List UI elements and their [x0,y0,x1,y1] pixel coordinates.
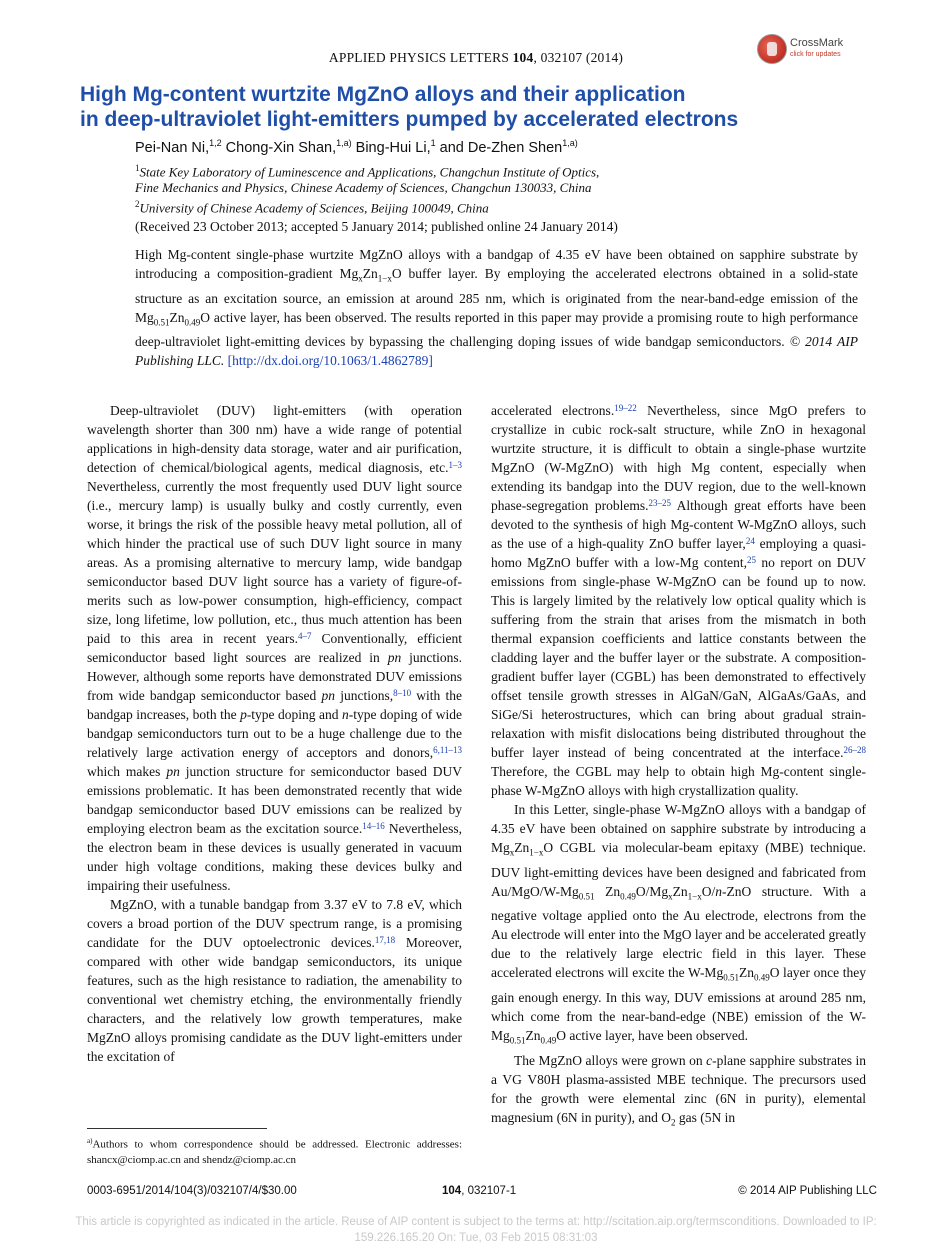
author-name: Bing-Hui Li, [351,140,431,156]
paragraph: MgZnO, with a tunable bandgap from 3.37 eV to 7.8 eV, which covers a broad portion of the DUV spectrum range, is a promising candidate for the DUV optoelectronic devices.$^{17,18}$ Moreover, compared with other wide bandgap semiconductors, its unique features, such as the high resistance to radiation, the amenability to conventional wet chemistry etching, the environmentally friendly characters, and the relatively low growth temperatures, make MgZnO alloys promising candidate as the DUV light-emitters under the excitation of [87,897,462,1064]
paragraph: Deep-ultraviolet (DUV) light-emitters (with operation wavelength shorter than 300 nm) have a wide range of potential applications in high-density data storage, water and air purification, detection of chemical/biological agents, medical diagnosis, etc.$^{1-3}$ Nevertheless, currently the most frequently used DUV light source (i.e., mercury lamp) is usually bulky and costly currently, even worse, it brings the risk of the possible heavy metal pollution, all of which hinder the practical use of such DUV light source in many areas. As a promising alternative to mercury lamp, wide bandgap semiconductor based DUV light source has a variety of figure-of-merits such as low-power consumption, high-efficiency, compact size, long lifetime, low pollution, etc., thus much attention has been paid to this area in recent years.$^{4-7}$ Conventionally, efficient semiconductor based light sources are realized in pn junctions. However, although some reports have demonstrated DUV emissions from wide bandgap semiconductor based pn junctions,$^{8-10}$ with the bandgap increases, both the p-type doping and n-type doping of wide bandgap semiconductors turn out to be a huge challenge due to the relatively large activation energy of acceptors and donors,$^{6,11-13}$ which makes pn junction structure for semiconductor based DUV emissions problematic. It has been demonstrated recently that wide bandgap semiconductor based DUV emissions can be realized by employing electron beam as the excitation source.$^{14-16}$ Nevertheless, the electron beam in these devices is usually generated in vacuum under high voltage conditions, making these devices bulky and impairing their usefulness. [87,403,463,893]
citation-link[interactable]: 6,11–13 [433,745,462,755]
crossmark-badge[interactable]: CrossMark click for updates [757,34,877,68]
paragraph: The MgZnO alloys were grown on c-plane sapphire substrates in a VG V80H plasma-assisted MBE technique. The precursors used for the growth were elemental zinc (6N in purity), elemental magnesium (6N in purity), and $O_2$ gas (5N in [491,1052,866,1128]
citation-link[interactable]: 17,18 [374,935,396,945]
crossmark-icon [757,34,787,64]
footer-issn: 0003-6951/2014/104(3)/032107/4/$30.00 [87,1185,297,1197]
download-notice: This article is copyrighted as indicated in the article. Reuse of AIP content is subject to the terms at: http://scitation.aip.org/termsconditions. Downloaded to IP: 159.226.165.20 On: Tue, 03 Feb 2015 08:31:03 [75,1216,877,1244]
author-name: Pei-Nan Ni, [135,140,210,156]
footnote: $^{a)}$Authors to whom correspondence should be addressed. Electronic addresses: shancx@ciomp.ac.cn and shendz@ciomp.ac.cn [87,1137,462,1166]
author-name: Chong-Xin Shan, [221,140,337,156]
paragraph: In this Letter, single-phase W-MgZnO alloys with a bandgap of 4.35 eV have been obtained on sapphire substrate by introducing a $Mg_xZn_{1-x}O$ CGBL via molecular-beam epitaxy (MBE) technique. DUV light-emitting devices have been designed and fabricated from $Au/MgO/W-Mg_{0.51}$ $Zn_{0.49}O/Mg_xZn_{1-x}O/n$-ZnO structure. With a negative voltage applied onto the Au electrode, electrons from the Au electrode will enter into the MgO layer and be accelerated greatly due to the relatively large electric field in this layer. These accelerated electrons will excite the $W-Mg_{0.51}Zn_{0.49}O$ layer once they gain enough energy. In this way, DUV emissions at around 285 nm, which come from the near-band-edge (NBE) emission of the $W-Mg_{0.51}Zn_{0.49}O$ active layer, have been observed. [491,802,866,1046]
running-header: APPLIED PHYSICS LETTERS 104, 032107 (2014) [328,50,624,65]
abstract: High Mg-content single-phase wurtzite MgZnO alloys with a bandgap of 4.35 eV have been obtained on sapphire substrate by introducing a composition-gradient $Mg_xZn_{1-x}O$ buffer layer. By employing the accelerated electrons obtained in a solid-state structure as an excitation source, an emission at around 285 nm, which is originated from the near-band-edge emission of the $Mg_{0.51}Zn_{0.49}O$ active layer, has been observed. The results reported in this paper may provide a promising route to high performance deep-ultraviolet light-emitting devices by bypassing the challenging doping issues of wide bandgap semiconductors. © 2014 AIP Publishing LLC. [http://dx.doi.org/10.1063/1.4862789] [135,247,858,369]
citation-link[interactable]: 14–16 [362,821,385,831]
body-column-right [491,401,866,1132]
paper-title: High Mg-content wurtzite MgZnO alloys and their application in deep-ultraviolet light-emitters pumped by accelerated electrons [80,83,739,131]
footer-page: 104, 032107-1 [442,1185,517,1197]
author-name: and De-Zhen Shen [435,140,563,156]
paragraph: accelerated electrons.$^{19-22}$ Nevertheless, since MgO prefers to crystallize in cubic rock-salt structure, while ZnO in hexagonal wurtzite structure, it is difficult to obtain a single-phase wurtzite MgZnO (W-MgZnO) with high Mg content, especially when extending its bandgap into the DUV region, due to the well-known phase-segregation problems.$^{23-25}$ Although great efforts have been devoted to the synthesis of high Mg-content W-MgZnO alloys, such as the use of a high-quality ZnO buffer layer,$^{24}$ employing a quasi-homo MgZnO buffer with a low-Mg content,$^{25}$ no report on DUV emissions from single-phase W-MgZnO can be found up to now. This is largely limited by the relatively low optical quality which is suffering from the strain that arises from the mismatch in both thermal expansion coefficients and lattice constants between the cladding layer and the buffer layer or the substrate. A composition-gradient buffer layer (CGBL) has been demonstrated to effectively offset tensile growth stresses in AlGaN/GaN, AlGaAs/GaAs, and SiGe/Si heterostructures, which can bring about gradual strain-relaxation with misfit dislocations being distributed throughout the buffer layer instead of being concentrated at the interface.$^{26-28}$ Therefore, the CGBL may help to obtain high Mg-content single-phase W-MgZnO alloys with high crystallization quality. [491,403,867,798]
doi-link[interactable]: [http://dx.doi.org/10.1063/1.4862789] [227,353,433,369]
citation-link[interactable]: 26–28 [843,745,866,755]
received-dates: (Received 23 October 2013; accepted 5 January 2014; published online 24 January 2014) [135,219,618,234]
author-list: Pei-Nan Ni,$^{1,2}$ Chong-Xin Shan,$^{1,a)}$ Bing-Hui Li,$^1$ and De-Zhen Shen$^{1,a)}$ [135,138,578,156]
page-footer [87,1185,877,1201]
footer-copyright: © 2014 AIP Publishing LLC [738,1185,877,1197]
citation-link[interactable]: 24 [745,536,755,546]
citation-link[interactable]: 4–7 [298,631,312,641]
body-column-left [87,401,462,1066]
footnote-divider [87,1128,267,1129]
citation-link[interactable]: 8–10 [393,688,412,698]
citation-link[interactable]: 1–3 [448,460,462,470]
citation-link[interactable]: 25 [746,555,756,565]
affiliations: $^1$State Key Laboratory of Luminescence and Applications, Changchun Institute of Optics, Fine Mechanics and Physics, Chinese Academy of Sciences, Changchun 130033, China $^2$University of Chinese Academy of Sciences, Beijing 100049, China [135,163,600,216]
citation-link[interactable]: 23–25 [648,498,671,508]
citation-link[interactable]: 19–22 [614,403,637,413]
